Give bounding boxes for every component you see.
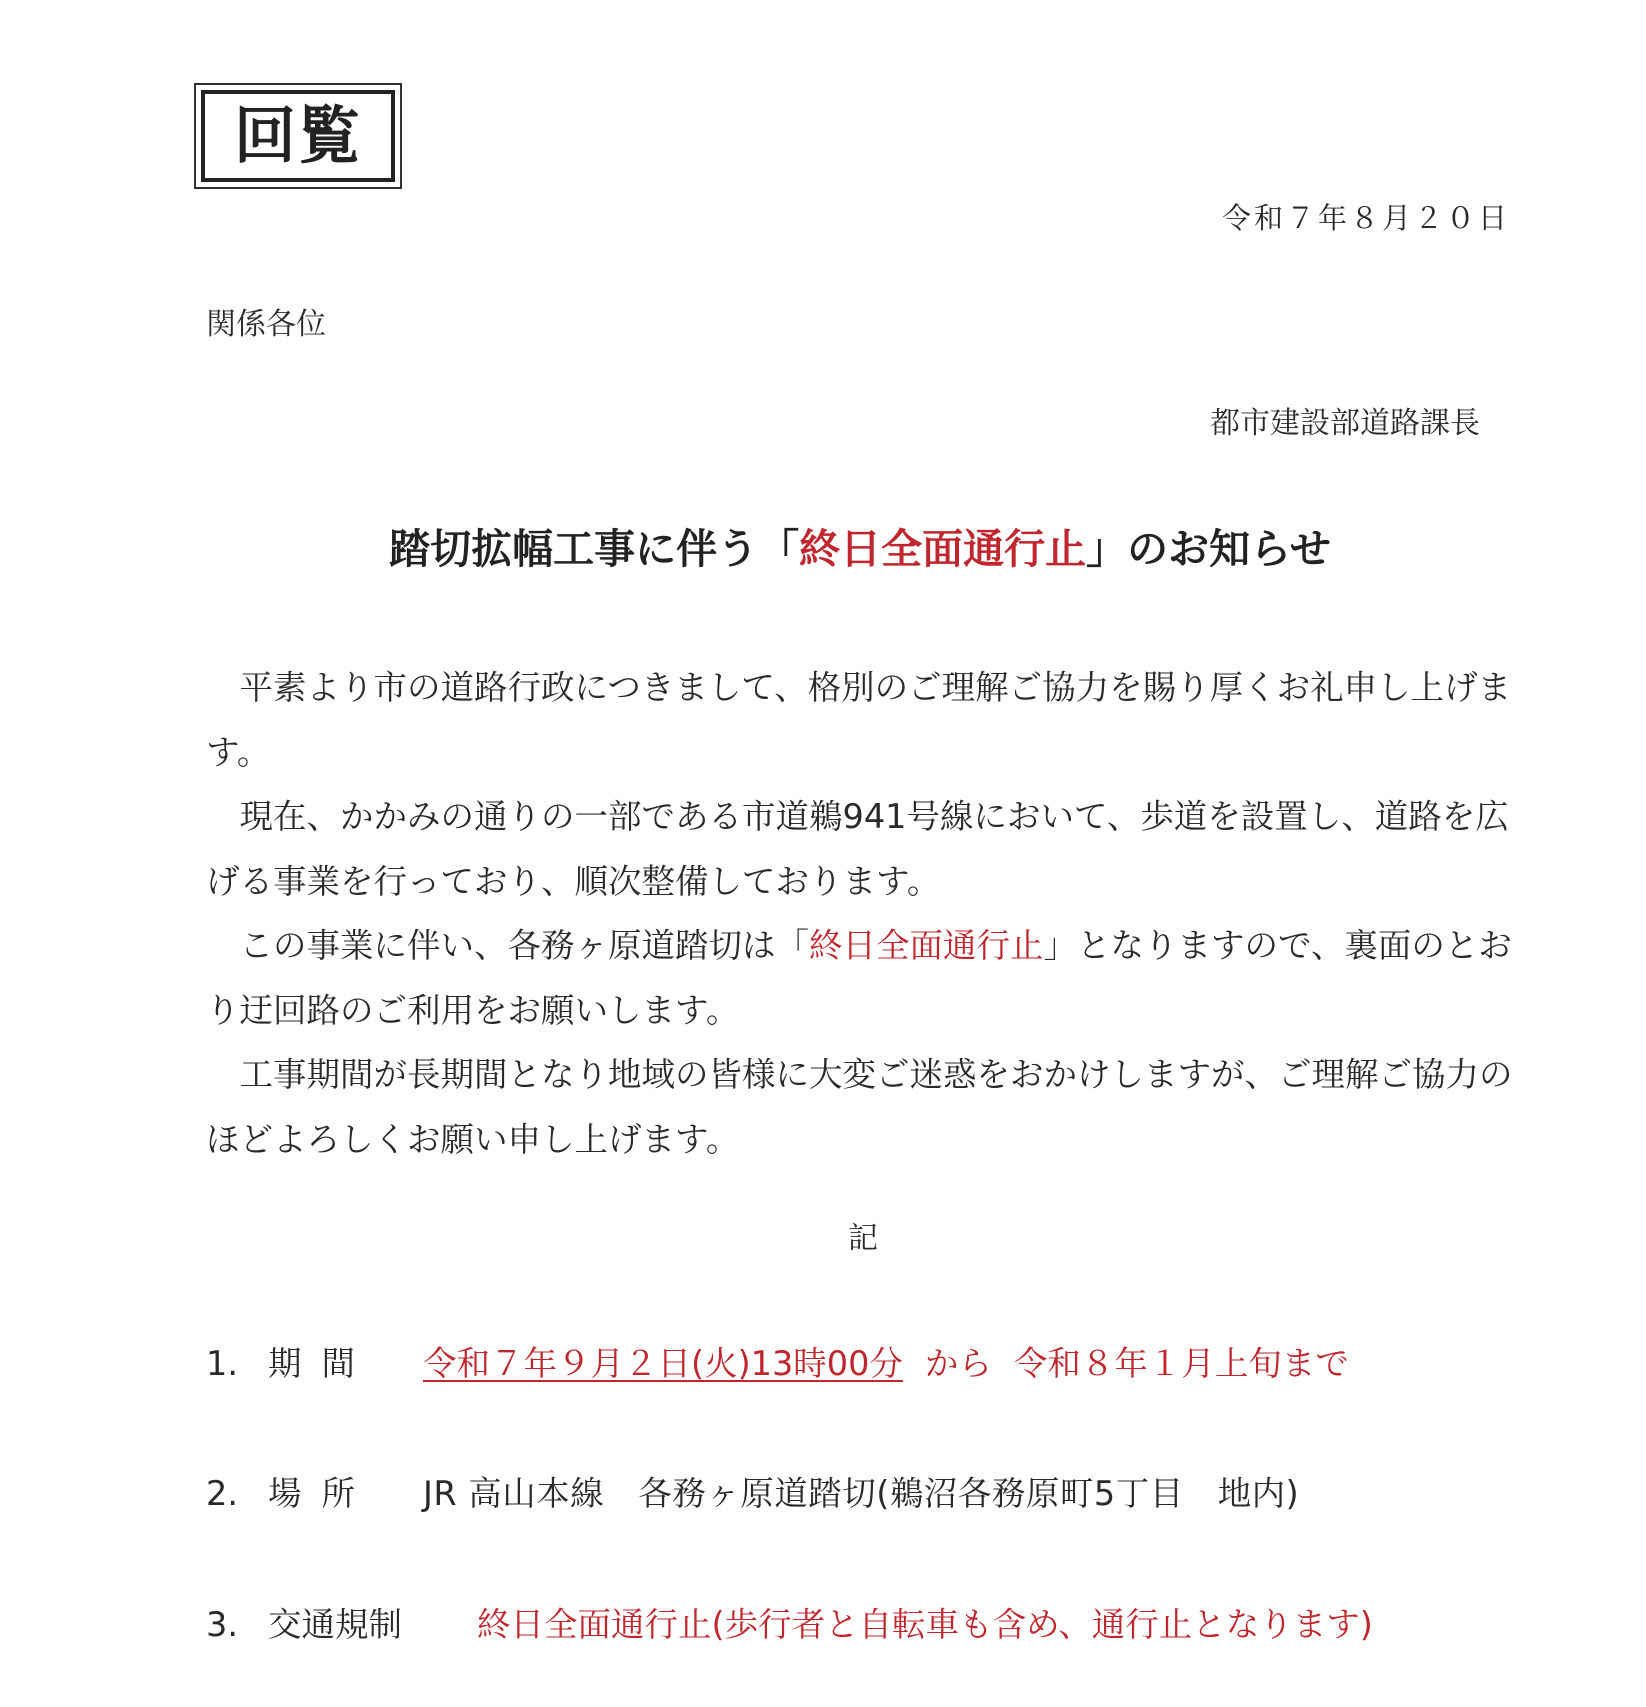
circular-stamp	[194, 83, 402, 189]
title-suffix: 」のお知らせ	[1086, 525, 1331, 573]
period-separator: から	[924, 1344, 992, 1383]
item-location	[206, 1466, 1299, 1515]
closure-highlight: 終日全面通行止	[809, 926, 1044, 965]
location-value: JR 高山本線 各務ヶ原道踏切(鵜沼各務原町5丁目 地内)	[423, 1474, 1300, 1513]
title-highlight: 終日全面通行止	[799, 525, 1087, 573]
sender: 都市建設部道路課長	[1210, 406, 1480, 441]
stamp-label: 回覧	[201, 90, 395, 182]
item-label: 期間	[268, 1344, 375, 1383]
item-period	[206, 1336, 1349, 1385]
title-prefix: 踏切拡幅工事に伴う「	[389, 525, 800, 573]
period-start: 令和７年９月２日(火)13時00分	[423, 1344, 903, 1383]
paragraph-apology: 工事期間が長期間となり地域の皆様に大変ご迷惑をおかけしますが、ご理解ご協力のほどよろしくお願い申し上げます。	[206, 1055, 1513, 1159]
item-regulation	[206, 1597, 1373, 1646]
paragraph-greeting: 平素より市の道路行政につきまして、格別のご理解ご協力を賜り厚くお礼申し上げます。	[206, 668, 1512, 772]
body-text	[206, 656, 1516, 1172]
period-end: 令和８年１月上旬まで	[1013, 1344, 1349, 1383]
ki-heading: 記	[848, 1221, 878, 1256]
item-label: 場所	[268, 1474, 375, 1513]
closure-text-after: 」となりますので、裏面のとおり迂回路のご利用をお願いします。	[206, 926, 1512, 1030]
item-label: 交通規制	[268, 1605, 402, 1644]
page-title	[0, 516, 1646, 575]
paragraph-project: 現在、かかみの通りの一部である市道鵜941号線において、歩道を設置し、道路を広げる事業を行っており、順次整備しております。	[206, 797, 1509, 901]
item-number: 3.	[206, 1605, 238, 1644]
document-date: 令和７年８月２０日	[1221, 201, 1510, 235]
paragraph-closure	[206, 914, 1516, 1043]
addressee: 関係各位	[206, 307, 326, 342]
item-number: 1.	[206, 1344, 238, 1383]
item-number: 2.	[206, 1474, 238, 1513]
closure-text-before: この事業に伴い、各務ヶ原道踏切は「	[239, 926, 809, 965]
regulation-value: 終日全面通行止(歩行者と自転車も含め、通行止となります)	[477, 1605, 1373, 1644]
